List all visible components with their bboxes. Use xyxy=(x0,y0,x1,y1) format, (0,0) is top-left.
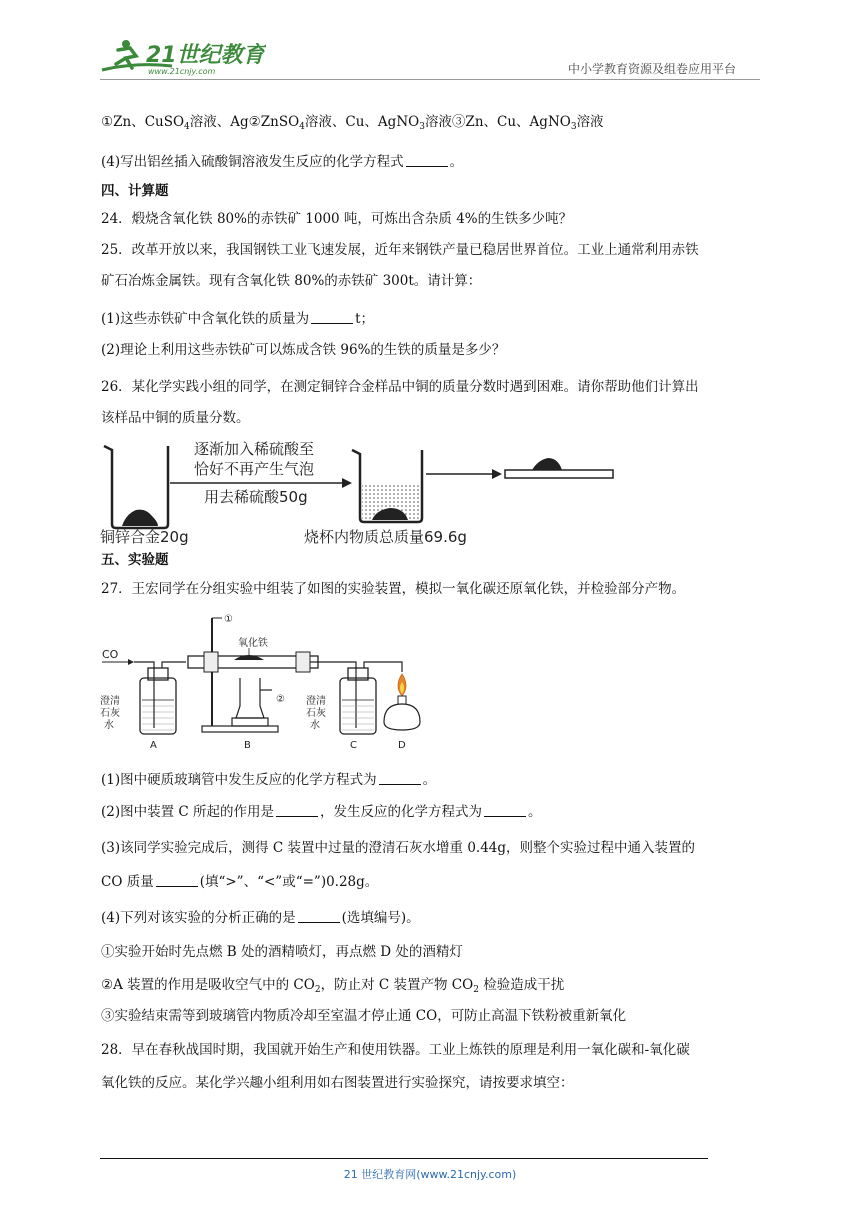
q27-option3: ③实验结束需等到玻璃管内物质冷却至室温才停止通 CO，可防止高温下铁粉被重新氧化 xyxy=(101,1008,627,1024)
svg-text:①: ① xyxy=(224,614,233,625)
svg-text:铜锌合金20g: 铜锌合金20g xyxy=(100,528,189,546)
svg-text:澄清: 澄清 xyxy=(306,696,326,707)
svg-text:氧化铁: 氧化铁 xyxy=(238,638,268,649)
answer-blank[interactable] xyxy=(276,804,318,817)
svg-text:石灰: 石灰 xyxy=(306,708,326,719)
q23-part4: (4)写出铝丝插入硫酸铜溶液发生反应的化学方程式 。 xyxy=(101,154,464,170)
q27-part3-line2: CO 质量 (填“>”、“<”或“=”)0.28g。 xyxy=(101,874,379,890)
svg-text:澄清: 澄清 xyxy=(100,696,120,707)
footer-link[interactable]: 21 世纪教育网(www.21cnjy.com) xyxy=(343,1168,517,1181)
answer-blank[interactable] xyxy=(311,311,353,324)
q25-part1: (1)这些赤铁矿中含氧化铁的质量为 t； xyxy=(101,311,375,327)
footer-divider xyxy=(100,1158,708,1159)
svg-text:用去稀硫酸50g: 用去稀硫酸50g xyxy=(204,488,308,506)
q27-part4: (4)下列对该实验的分析正确的是 (选填编号)。 xyxy=(101,910,420,926)
platform-title: 中小学教育资源及组卷应用平台 xyxy=(568,62,737,76)
svg-text:②: ② xyxy=(276,694,285,705)
q26-figure xyxy=(100,436,620,548)
q27: 27．王宏同学在分组实验中组装了如图的实验装置，模拟一氧化碳还原氧化铁，并检验部分产物。 xyxy=(101,581,686,597)
svg-text:A: A xyxy=(150,740,157,751)
q27-part1: (1)图中硬质玻璃管中发生反应的化学方程式为 。 xyxy=(101,772,437,788)
svg-text:D: D xyxy=(398,740,406,751)
answer-blank[interactable] xyxy=(156,874,198,887)
q25-part2: (2)理论上利用这些赤铁矿可以炼成含铁 96%的生铁的质量是多少？ xyxy=(101,342,506,358)
svg-text:烧杯内物质总质量69.6g: 烧杯内物质总质量69.6g xyxy=(304,528,467,546)
svg-text:B: B xyxy=(244,740,251,751)
answer-blank[interactable] xyxy=(298,910,340,923)
q25-line1: 25．改革开放以来，我国钢铁工业飞速发展，近年来钢铁产量已稳居世界首位。工业上通常利用赤铁 xyxy=(101,242,699,258)
answer-blank[interactable] xyxy=(379,772,421,785)
svg-text:CO: CO xyxy=(102,648,119,661)
svg-text:C: C xyxy=(350,740,357,751)
svg-text:水: 水 xyxy=(310,720,320,731)
q27-option1: ①实验开始时先点燃 B 处的酒精喷灯，再点燃 D 处的酒精灯 xyxy=(101,944,463,960)
q23-options: ①Zn、CuSO$_4$溶液、Ag②ZnSO$_4$溶液、Cu、AgNO$_3$溶液③Zn、Cu、AgNO$_3$溶液 xyxy=(101,114,604,132)
q26-line2: 该样品中铜的质量分数。 xyxy=(101,410,250,426)
svg-text:21世纪教育: 21世纪教育 xyxy=(146,43,265,68)
svg-text:石灰: 石灰 xyxy=(100,708,120,719)
q27-apparatus-figure xyxy=(100,610,440,754)
svg-text:逐渐加入稀硫酸至: 逐渐加入稀硫酸至 xyxy=(194,440,315,458)
answer-blank[interactable] xyxy=(406,154,448,167)
q27-part2: (2)图中装置 C 所起的作用是 ，发生反应的化学方程式为 。 xyxy=(101,804,542,820)
q26-line1: 26．某化学实践小组的同学，在测定铜锌合金样品中铜的质量分数时遇到困难。请你帮助他们计算出 xyxy=(101,379,699,395)
svg-text:www.21cnjy.com: www.21cnjy.com xyxy=(148,67,216,76)
section-heading-4: 四、计算题 xyxy=(101,183,169,199)
q28-line2: 氧化铁的反应。某化学兴趣小组利用如右图装置进行实验探究，请按要求填空： xyxy=(101,1075,574,1091)
q27-part3-line1: (3)该同学实验完成后，测得 C 装置中过量的澄清石灰水增重 0.44g，则整个实验过程中通入装置的 xyxy=(101,840,696,856)
q28-line1: 28．早在春秋战国时期，我国就开始生产和使用铁器。工业上炼铁的原理是利用一氧化碳和-氧化碳 xyxy=(101,1042,690,1058)
q25-line2: 矿石冶炼金属铁。现有含氧化铁 80%的赤铁矿 300t。请计算： xyxy=(101,273,482,289)
svg-text:水: 水 xyxy=(104,720,114,731)
site-logo xyxy=(96,36,266,80)
q27-option2: ②A 装置的作用是吸收空气中的 $CO_2$，防止对 C 装置产物 $CO_2$ 检验造成干扰 xyxy=(101,977,565,995)
svg-text:恰好不再产生气泡: 恰好不再产生气泡 xyxy=(194,460,315,478)
section-heading-5: 五、实验题 xyxy=(101,552,169,568)
header-divider xyxy=(100,79,760,80)
answer-blank[interactable] xyxy=(484,804,526,817)
q24: 24．煅烧含氧化铁 80%的赤铁矿 1000 吨，可炼出含杂质 4%的生铁多少吨？ xyxy=(101,211,573,227)
